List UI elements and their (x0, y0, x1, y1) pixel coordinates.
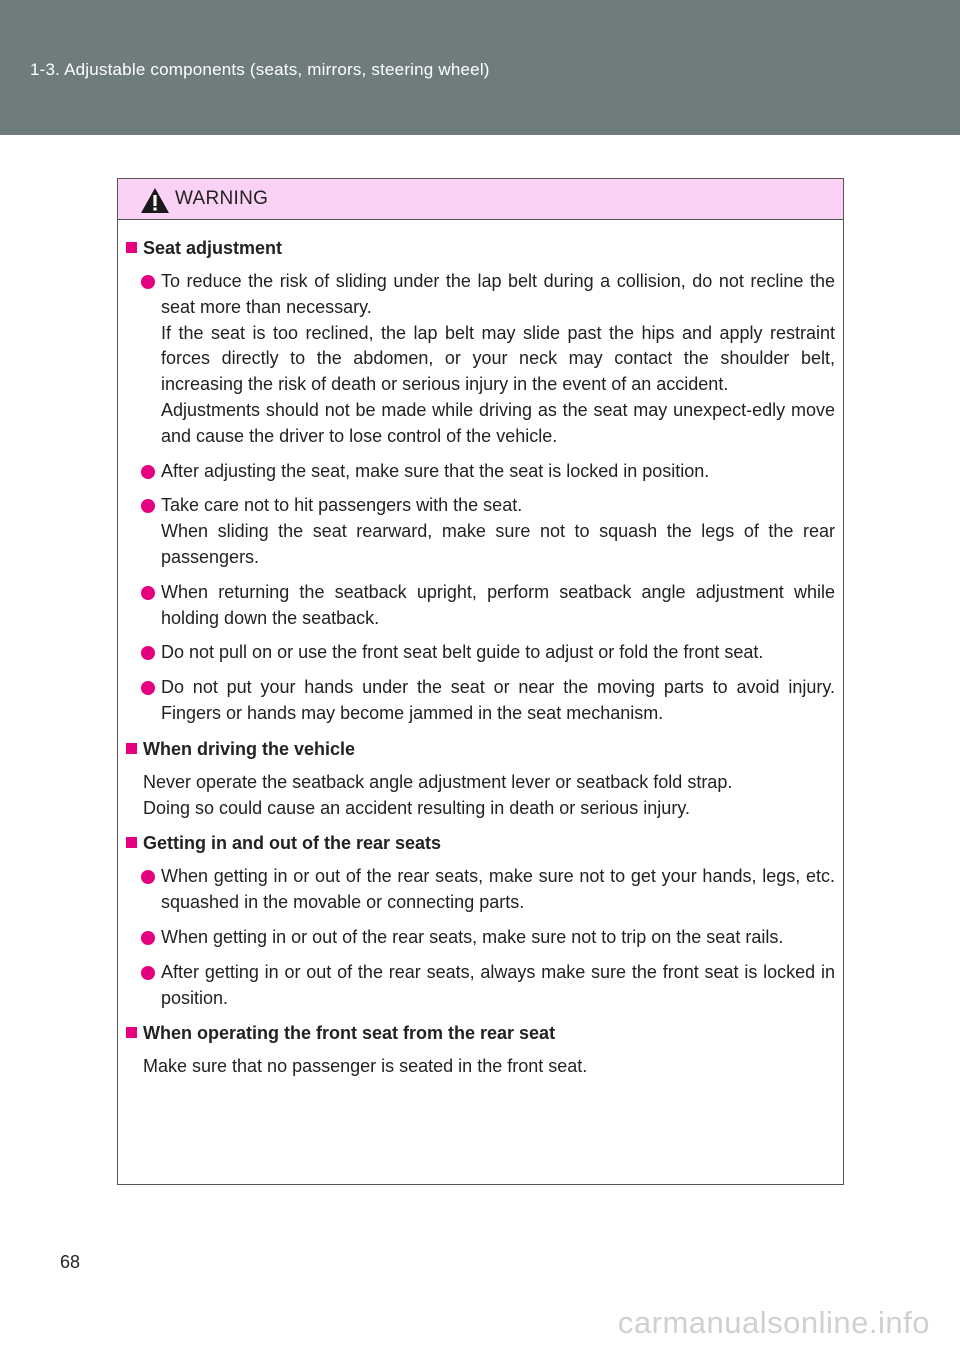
section-heading (118, 830, 843, 856)
body-paragraph: Never operate the seatback angle adjustment lever or seatback fold strap. (143, 771, 733, 792)
list-item (118, 640, 843, 666)
section-heading (118, 736, 843, 762)
watermark: carmanualsonline.info (617, 1305, 930, 1340)
page-number: 68 (60, 1252, 81, 1272)
bullet-paragraph: When getting in or out of the rear seats, make sure not to get your hands, legs, etc. squashed in the movable or connecting parts. (161, 866, 835, 913)
list-item (118, 459, 843, 485)
warning-label: WARNING (175, 188, 269, 209)
section-heading (118, 1020, 843, 1046)
square-bullet-icon (126, 743, 137, 754)
section-heading-text: Seat adjustment (143, 238, 283, 258)
bullet-paragraph: When returning the seatback upright, perform seatback angle adjustment while holding down the seatback. (161, 581, 835, 628)
section-front-seat-from-rear (118, 1020, 843, 1080)
square-bullet-icon (126, 837, 137, 848)
circle-bullet-icon (141, 275, 155, 289)
list-item (118, 864, 843, 916)
bullet-paragraph: After getting in or out of the rear seats, always make sure the front seat is locked in position. (161, 961, 835, 1008)
warning-box (117, 178, 844, 1185)
section-body (118, 1054, 843, 1080)
section-heading-text: Getting in and out of the rear seats (143, 833, 442, 854)
header-bar (0, 0, 960, 135)
section-heading-text: When operating the front seat from the rear seat (143, 1023, 556, 1044)
circle-bullet-icon (141, 499, 155, 513)
list-item (118, 493, 843, 570)
warning-content (118, 235, 843, 1089)
circle-bullet-icon (141, 681, 155, 695)
list-item (118, 269, 843, 450)
section-title: 1-3. Adjustable components (seats, mirrors, steering wheel) (30, 60, 490, 79)
bullet-paragraph: When getting in or out of the rear seats, make sure not to trip on the seat rails. (161, 926, 784, 947)
bullet-paragraph: When sliding the seat rearward, make sure not to squash the legs of the rear passengers. (161, 521, 835, 567)
bullet-paragraph: Do not pull on or use the front seat belt guide to adjust or fold the front seat. (161, 642, 764, 663)
circle-bullet-icon (141, 870, 155, 884)
body-paragraph: Doing so could cause an accident resulting in death or serious injury. (143, 797, 690, 818)
warning-triangle-icon (140, 187, 170, 214)
section-seat-adjustment (118, 235, 843, 727)
list-item (118, 925, 843, 951)
list-item (118, 675, 843, 727)
warning-header (118, 179, 843, 220)
circle-bullet-icon (141, 931, 155, 945)
list-item (118, 580, 843, 632)
section-body (118, 770, 843, 822)
circle-bullet-icon (141, 465, 155, 479)
section-heading (118, 235, 843, 261)
circle-bullet-icon (141, 586, 155, 600)
section-rear-seats (118, 830, 843, 1011)
bullet-paragraph: To reduce the risk of sliding under the lap belt during a collision, do not recline the seat more than necessary. (161, 271, 835, 317)
square-bullet-icon (126, 1027, 137, 1038)
bullet-paragraph: Do not put your hands under the seat or near the moving parts to avoid injury. Fingers or hands may become jammed in the seat mechanism. (161, 677, 835, 723)
circle-bullet-icon (141, 646, 155, 660)
circle-bullet-icon (141, 966, 155, 980)
list-item (118, 960, 843, 1012)
section-when-driving (118, 736, 843, 822)
square-bullet-icon (126, 242, 137, 253)
bullet-paragraph: If the seat is too reclined, the lap belt may slide past the hips and apply restraint forces directly to the abdomen, or your neck may contact the shoulder belt, increasing the risk of death or serious injury in the event of an accident. (161, 322, 835, 395)
bullet-paragraph: After adjusting the seat, make sure that the seat is locked in position. (161, 460, 710, 481)
body-paragraph: Make sure that no passenger is seated in the front seat. (143, 1056, 588, 1077)
section-heading-text: When driving the vehicle (143, 738, 356, 759)
bullet-paragraph: Adjustments should not be made while driving as the seat may unexpect-edly move and cause the driver to lose control of the vehicle. (161, 399, 835, 446)
bullet-paragraph: Take care not to hit passengers with the seat. (161, 495, 523, 516)
